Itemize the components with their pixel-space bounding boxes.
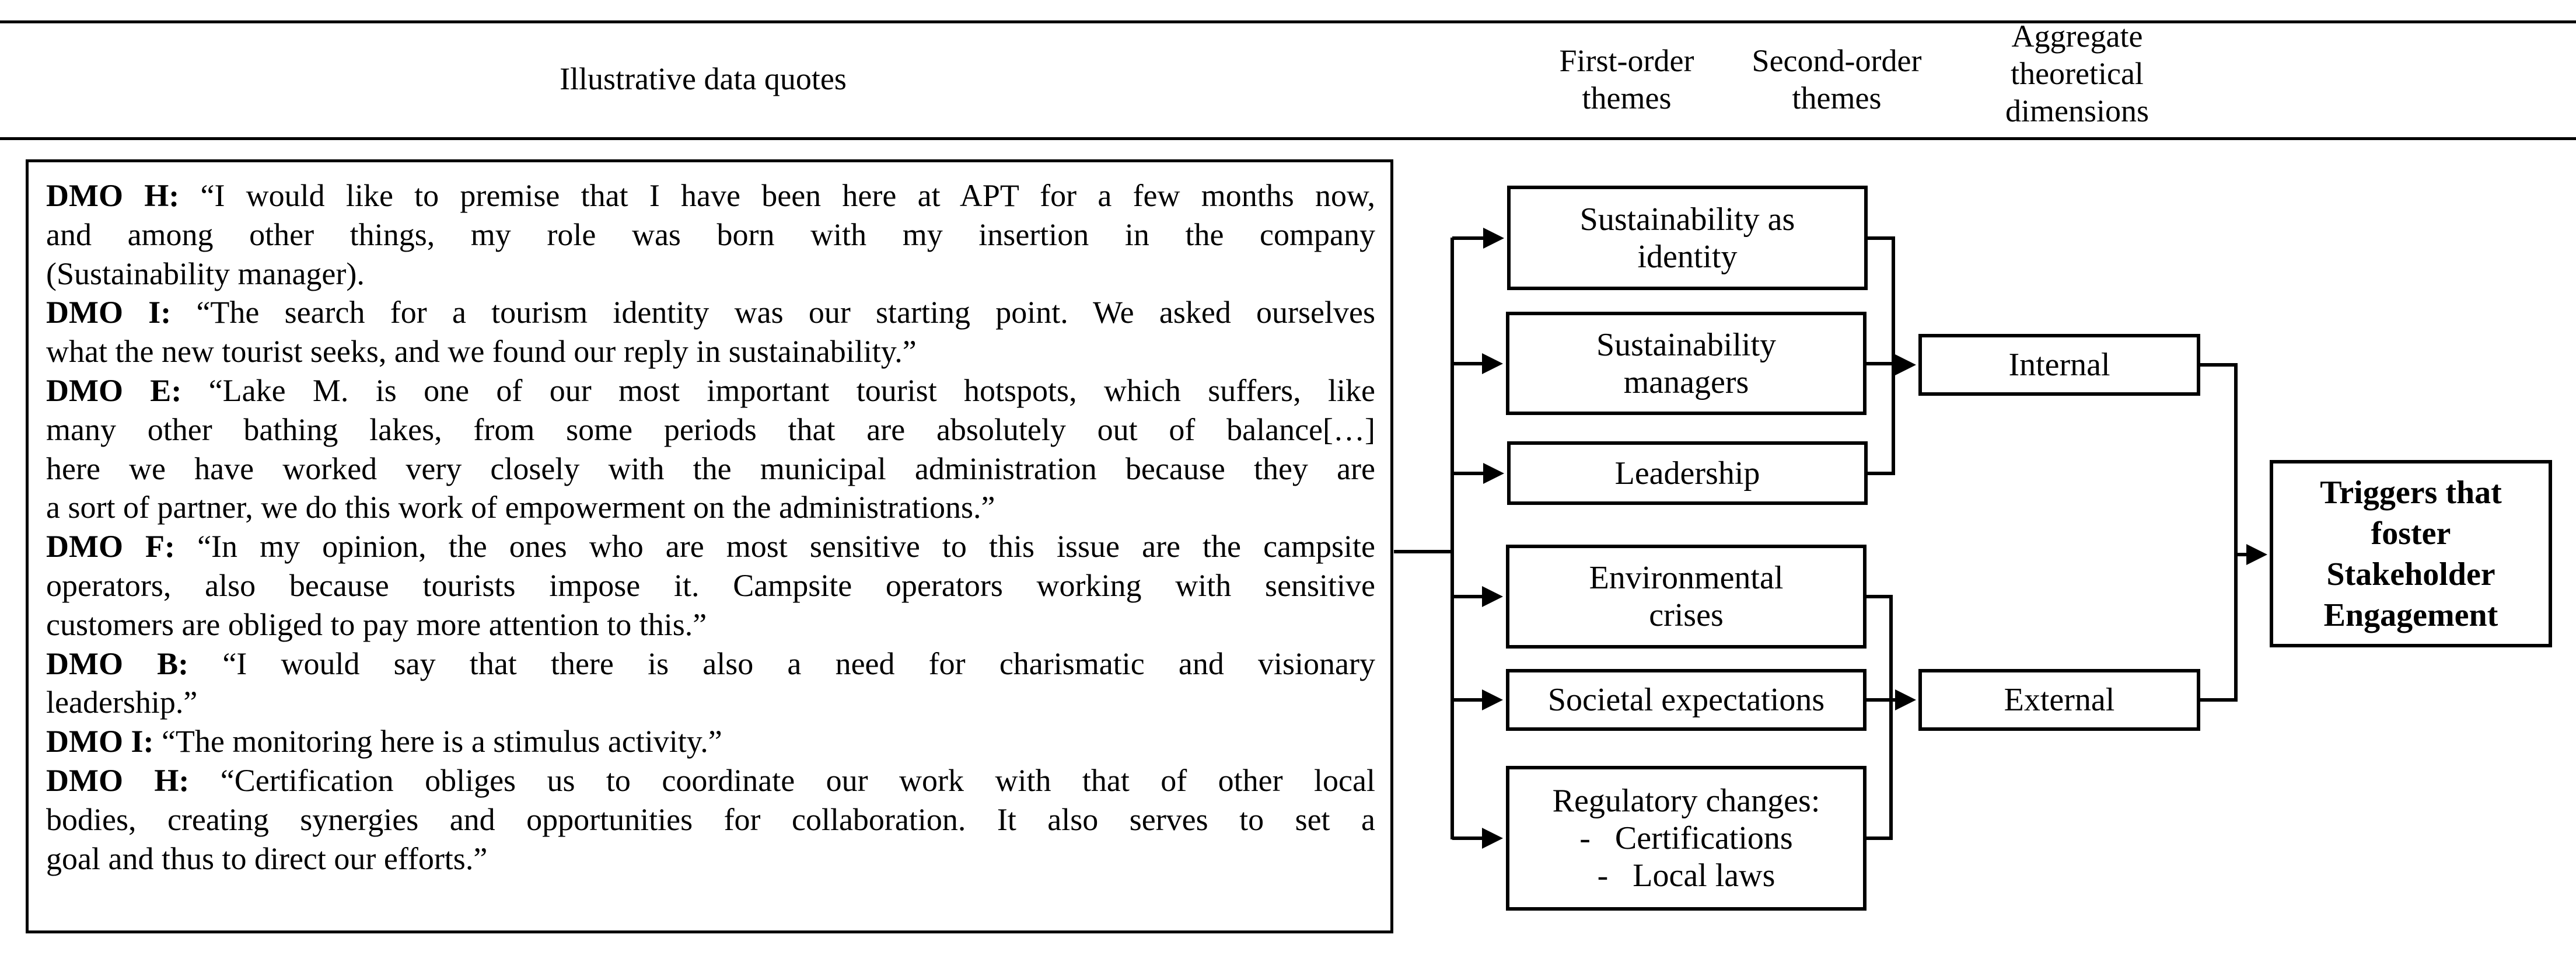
box-line: managers bbox=[1623, 364, 1749, 400]
first-order-societal-expectations bbox=[1506, 669, 1867, 731]
box-line: - Local laws bbox=[1597, 858, 1775, 894]
box-line: External bbox=[2004, 682, 2115, 718]
quote-text: a sort of partner, we do this work of empowerment on the administrations.” bbox=[46, 490, 995, 525]
quote-text: bodies, creating synergies and opportunities for collaboration. It also serves to set a bbox=[46, 801, 1375, 837]
quote-speaker: DMO F: bbox=[46, 529, 175, 564]
quote-text: “The monitoring here is a stimulus activity.” bbox=[161, 724, 722, 759]
quote-text: customers are obliged to pay more attention to this.” bbox=[46, 607, 707, 642]
first-order-leadership bbox=[1507, 441, 1868, 505]
quote-speaker: DMO I: bbox=[46, 295, 172, 330]
quote-text: many other bathing lakes, from some periods that are absolutely out of balance[…] bbox=[46, 412, 1375, 447]
quote-text: here we have worked very closely with the municipal administration because they are bbox=[46, 451, 1375, 486]
quote-speaker: DMO I: bbox=[46, 724, 154, 759]
quote-speaker: DMO B: bbox=[46, 646, 189, 681]
first-order-regulatory-changes bbox=[1506, 766, 1867, 911]
box-line: Societal expectations bbox=[1547, 682, 1825, 718]
quote-text: “Certification obliges us to coordinate our work with that of other local bbox=[220, 762, 1375, 798]
box-line: Leadership bbox=[1614, 455, 1760, 492]
header-aggregate-line: theoretical bbox=[2011, 56, 2144, 91]
box-line: Sustainability as bbox=[1579, 201, 1795, 238]
box-line: identity bbox=[1637, 238, 1738, 275]
box-line: - Certifications bbox=[1579, 820, 1793, 856]
quote-text: operators, also because tourists impose it. Campsite operators working with sensitive bbox=[46, 567, 1375, 603]
quote-text: “In my opinion, the ones who are most sensitive to this issue are the campsite bbox=[197, 529, 1376, 564]
quote-speaker: DMO E: bbox=[46, 372, 182, 408]
header-aggregate-line: Aggregate bbox=[2011, 19, 2143, 54]
box-line: Sustainability bbox=[1596, 326, 1776, 363]
box-line: Environmental bbox=[1589, 560, 1784, 596]
box-line: Engagement bbox=[2323, 597, 2498, 633]
aggregate-dimension-box bbox=[2270, 460, 2552, 647]
quote-text: “I would say that there is also a need for charismatic and visionary bbox=[222, 646, 1376, 681]
first-order-sustainability-managers bbox=[1506, 312, 1867, 415]
quote-text: “Lake M. is one of our most important tourist hotspots, which suffers, like bbox=[208, 372, 1376, 408]
box-line: Triggers that bbox=[2320, 474, 2502, 511]
second-order-external bbox=[1918, 669, 2200, 731]
header-second-order-line: themes bbox=[1792, 81, 1882, 116]
header-aggregate-line: dimensions bbox=[2005, 93, 2149, 128]
quote-text: “The search for a tourism identity was our starting point. We asked ourselves bbox=[196, 295, 1376, 330]
external-bracket bbox=[1867, 597, 1891, 838]
header-first-order-line: First-order bbox=[1559, 43, 1694, 78]
internal-bracket bbox=[1867, 238, 1893, 473]
header-first-order-line: themes bbox=[1582, 81, 1672, 116]
trunk-line bbox=[1394, 238, 1452, 839]
box-line: Internal bbox=[2008, 347, 2110, 383]
first-order-environmental-crises bbox=[1506, 545, 1867, 649]
aggregate-bracket bbox=[2200, 365, 2236, 700]
header-quotes: Illustrative data quotes bbox=[560, 61, 847, 96]
header-second-order-line: Second-order bbox=[1752, 43, 1922, 78]
quote-text: what the new tourist seeks, and we found our reply in sustainability.” bbox=[46, 334, 917, 370]
box-line: Regulatory changes: bbox=[1552, 783, 1820, 819]
quote-text: (Sustainability manager). bbox=[46, 256, 365, 291]
quote-text: goal and thus to direct our efforts.” bbox=[46, 841, 488, 876]
quote-text: “I would like to premise that I have been here at APT for a few months now, bbox=[200, 178, 1376, 213]
box-line: foster bbox=[2371, 515, 2451, 552]
first-order-sustainability-identity bbox=[1507, 186, 1868, 290]
quote-text: leadership.” bbox=[46, 685, 198, 720]
quote-speaker: DMO H: bbox=[46, 762, 190, 798]
box-line: Stakeholder bbox=[2326, 556, 2495, 592]
quote-text: and among other things, my role was born with my insertion in the company bbox=[46, 217, 1375, 252]
quote-speaker: DMO H: bbox=[46, 178, 180, 213]
second-order-internal bbox=[1918, 334, 2200, 396]
box-line: crises bbox=[1649, 597, 1724, 633]
